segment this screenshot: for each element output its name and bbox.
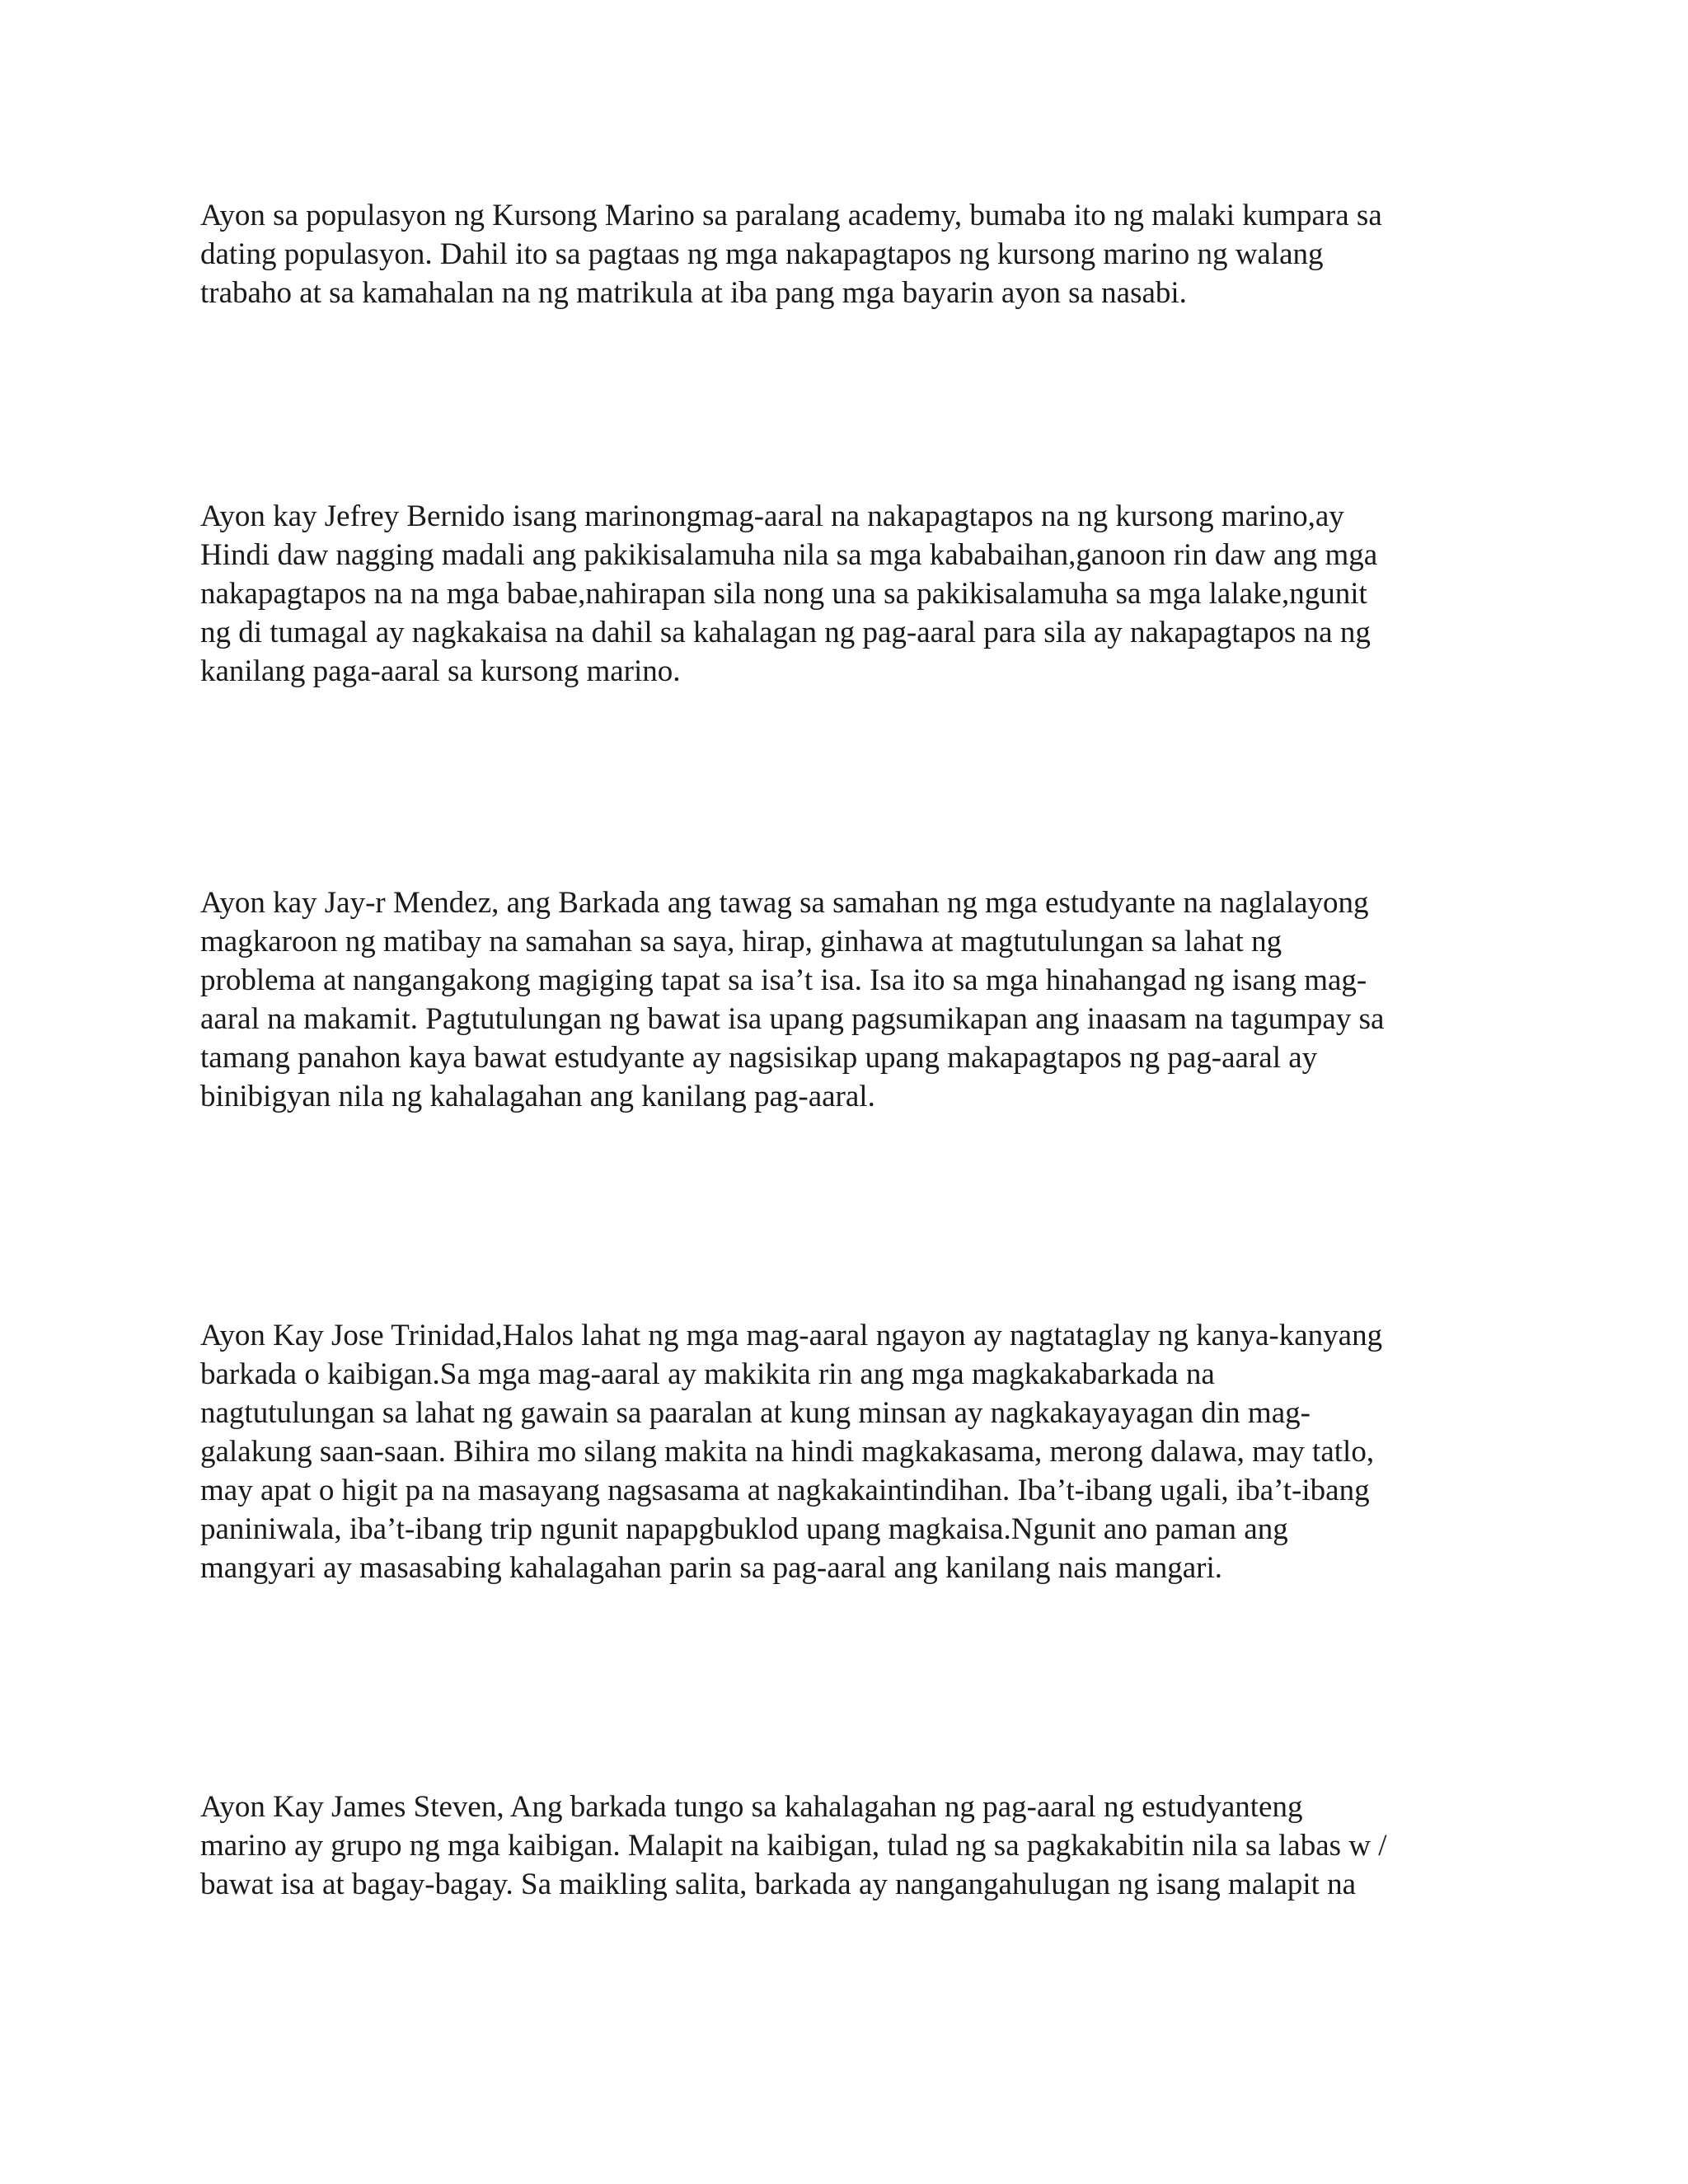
text-line: Hindi daw nagging madali ang pakikisalamuha nila sa mga kababaihan,ganoon rin daw ang mga: [200, 538, 1378, 572]
text-line: paniniwala, iba’t-ibang trip ngunit napapgbuklod upang magkaisa.Ngunit ano paman ang: [200, 1512, 1288, 1546]
text-line: tamang panahon kaya bawat estudyante ay nagsisikap upang makapagtapos ng pag-aaral ay: [200, 1041, 1318, 1075]
text-line: binibigyan nila ng kahalagahan ang kanilang pag-aaral.: [200, 1080, 875, 1113]
text-line: ng di tumagal ay nagkakaisa na dahil sa kahalagan ng pag-aaral para sila ay nakapagtapos na ng: [200, 616, 1371, 649]
text-line: nagtutulungan sa lahat ng gawain sa paaralan at kung minsan ay nagkakayayagan din mag-: [200, 1396, 1311, 1430]
text-line: magkaroon ng matibay na samahan sa saya, hirap, ginhawa at magtutulungan sa lahat ng: [200, 925, 1282, 958]
text-line: Ayon sa populasyon ng Kursong Marino sa paralang academy, bumaba ito ng malaki kumpara sa: [200, 199, 1382, 232]
text-line: nakapagtapos na na mga babae,nahirapan sila nong una sa pakikisalamuha sa mga lalake,ngunit: [200, 577, 1367, 611]
text-line: problema at nangangakong magiging tapat sa isa’t isa. Isa ito sa mga hinahangad ng isang mag-: [200, 963, 1367, 997]
text-line: may apat o higit pa na masayang nagsasama at nagkakaintindihan. Iba’t-ibang ugali, iba’t-ibang: [200, 1474, 1370, 1507]
text-line: marino ay grupo ng mga kaibigan. Malapit na kaibigan, tulad ng sa pagkakabitin nila sa labas w /: [200, 1829, 1387, 1863]
text-line: Ayon Kay Jose Trinidad,Halos lahat ng mga mag-aaral ngayon ay nagtataglay ng kanya-kanyang: [200, 1319, 1383, 1352]
text-line: Ayon kay Jefrey Bernido isang marinongmag-aaral na nakapagtapos na ng kursong marino,ay: [200, 499, 1344, 533]
text-line: dating populasyon. Dahil ito sa pagtaas ng mga nakapagtapos ng kursong marino ng walang: [200, 237, 1324, 271]
text-line: kanilang paga-aaral sa kursong marino.: [200, 654, 681, 688]
text-line: bawat isa at bagay-bagay. Sa maikling salita, barkada ay nangangahulugan ng isang malapit na: [200, 1868, 1357, 1901]
text-line: trabaho at sa kamahalan na ng matrikula at iba pang mga bayarin ayon sa nasabi.: [200, 276, 1187, 310]
paragraph-james-steven: [200, 1788, 1552, 1904]
text-line: Ayon Kay James Steven, Ang barkada tungo sa kahalagahan ng pag-aaral ng estudyanteng: [200, 1790, 1303, 1824]
paragraph-jefrey-bernido: [200, 497, 1552, 691]
paragraph-jay-r-mendez: [200, 883, 1552, 1116]
text-line: barkada o kaibigan.Sa mga mag-aaral ay makikita rin ang mga magkakabarkada na: [200, 1357, 1215, 1391]
paragraph-jose-trinidad: [200, 1316, 1552, 1587]
text-line: galakung saan-saan. Bihira mo silang makita na hindi magkakasama, merong dalawa, may tatlo,: [200, 1435, 1375, 1469]
text-line: aaral na makamit. Pagtutulungan ng bawat isa upang pagsumikapan ang inaasam na tagumpay sa: [200, 1002, 1385, 1036]
paragraph-population: [200, 196, 1552, 312]
text-line: Ayon kay Jay-r Mendez, ang Barkada ang tawag sa samahan ng mga estudyante na naglalayong: [200, 886, 1369, 920]
text-line: mangyari ay masasabing kahalagahan parin sa pag-aaral ang kanilang nais mangari.: [200, 1551, 1223, 1585]
